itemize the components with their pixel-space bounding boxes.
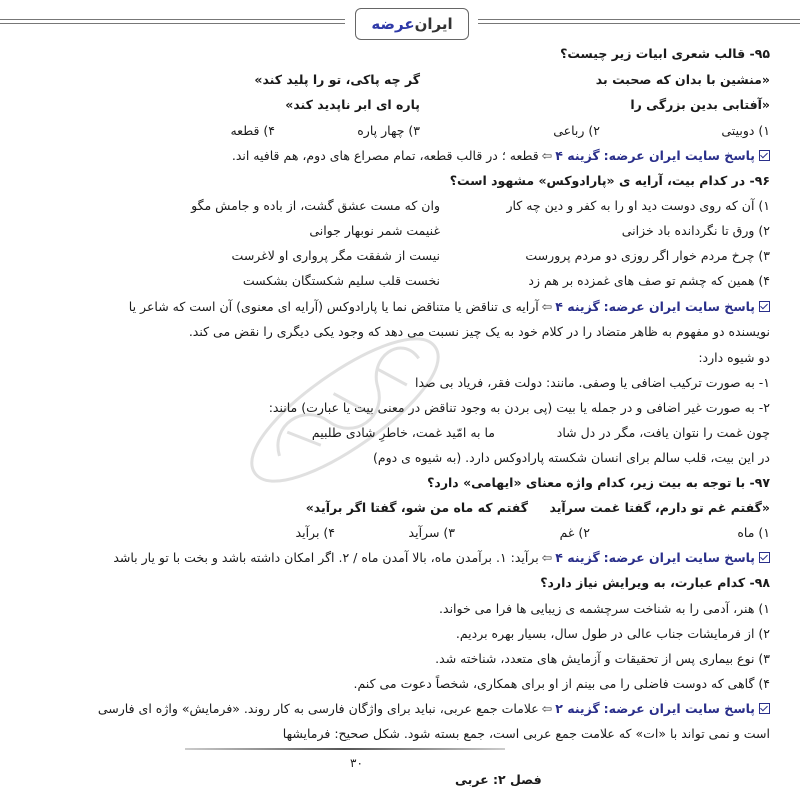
- q96-option-2-second: غنیمت شمر نوبهار جوانی: [309, 223, 440, 238]
- q96-option-2-first: ۲) ورق تا نگردانده باد خزانی: [621, 223, 770, 238]
- q96-option-1-first: ۱) آن که روی دوست دید او را به کفر و دین چه کار: [506, 198, 770, 213]
- answer-label: پاسخ سایت ایران عرضه:: [603, 299, 755, 314]
- checkbox-checked-icon: [759, 150, 770, 161]
- q95-option-2: ۲) رباعی: [553, 123, 600, 138]
- q97-verse-first: «گفتم غم تو دارم، گفتا غمت سرآید: [549, 500, 770, 515]
- header-rule-left: [0, 19, 345, 24]
- answer-choice: گزینه ۴: [555, 550, 600, 565]
- answer-label: پاسخ سایت ایران عرضه:: [603, 148, 755, 163]
- q97-option-2: ۲) غم: [559, 525, 590, 540]
- q96-option-3-second: نیست از شفقت مگر پرواری او لاغرست: [231, 248, 440, 263]
- site-logo: [355, 8, 469, 40]
- answer-choice: گزینه ۴: [555, 299, 600, 314]
- arrow-left-icon: ⇦: [541, 550, 553, 565]
- q95-answer: [20, 147, 770, 165]
- footer-rule: [185, 748, 505, 750]
- q97-answer: [20, 549, 770, 567]
- answer-explanation: علامات جمع عربی، نباید برای واژگان فارسی به کار روند. «فرمایش» واژه ای فارسی: [97, 701, 539, 716]
- logo-text-arzeh: عرضه: [371, 15, 415, 33]
- q96-method-1: ۱- به صورت ترکیب اضافی یا وصفی. مانند: دولت فقر، فریاد بی صدا: [415, 375, 770, 390]
- q98-answer-cont: است و نمی تواند با «ات» که علامت جمع عربی است، جمع بسته شود. شکل صحیح: فرمایشها: [282, 726, 770, 741]
- q96-option-3-first: ۳) چرخ مردم خوار اگر روزی دو مردم پرورست: [525, 248, 770, 263]
- q95-verse1-first: «منشین با بدان که صحبت بد: [595, 72, 770, 87]
- q95-verse1-second: گر چه پاکی، تو را پلید کند»: [254, 72, 420, 87]
- q96-option-4-second: نخست قلب سلیم شکستگان بشکست: [242, 273, 440, 288]
- answer-explanation: برآید: ۱. برآمدن ماه، بالا آمدن ماه / ۲. اگر امکان داشته باشد و بخت با تو یار باشد: [113, 550, 539, 565]
- q96-answer: [20, 298, 770, 316]
- q95-option-3: ۳) چهار پاره: [357, 123, 420, 138]
- q96-method-2: ۲- به صورت غیر اضافی و در جمله یا بیت (پی بردن به وجود تناقض در معنی بیت یا عبارت) مانند:: [268, 400, 770, 415]
- q95-verse2-second: پاره ای ابر ناپدید کند»: [285, 97, 420, 112]
- q98-option-3: ۳) نوع بیماری پس از تحقیقات و آزمایش های متعدد، شناخته شد.: [435, 651, 770, 666]
- q95-option-4: ۴) قطعه: [230, 123, 275, 138]
- logo-text-iran: ایران: [414, 15, 453, 33]
- question-96: ۹۶- در کدام بیت، آرایه ی «پارادوکس» مشهود است؟: [449, 173, 770, 188]
- arrow-left-icon: ⇦: [541, 299, 553, 314]
- q96-option-1-second: وان که مست عشق گشت، از باده و جامش مگو: [191, 198, 440, 213]
- question-95: ۹۵- قالب شعری ابیات زیر چیست؟: [560, 46, 770, 61]
- page-number: ۳۰: [350, 756, 363, 770]
- checkbox-checked-icon: [759, 703, 770, 714]
- q96-example-second: ما به امّید غمت، خاطرِ شادی طلبیم: [311, 425, 495, 440]
- q97-verse-second: گفتم که ماه من شو، گفتا اگر برآید»: [305, 500, 528, 515]
- q96-example-note: در این بیت، قلب سالم برای انسان شکسته پارادوکس دارد. (به شیوه ی دوم): [372, 450, 770, 465]
- checkbox-checked-icon: [759, 552, 770, 563]
- q97-option-1: ۱) ماه: [737, 525, 770, 540]
- q96-answer-cont: نویسنده دو مفهوم به ظاهر متضاد را در کلام خود به یک چیز نسبت می دهد که وجود یکی دیگری را نقض می کند.: [188, 324, 770, 339]
- answer-choice: گزینه ۴: [555, 148, 600, 163]
- answer-explanation: آرایه ی تناقض یا متناقض نما یا پارادوکس (آرایه ای معنوی) آن است که شاعر یا: [128, 299, 539, 314]
- checkbox-checked-icon: [759, 301, 770, 312]
- q96-methods-title: دو شیوه دارد:: [698, 350, 770, 365]
- q98-answer: [20, 700, 770, 718]
- answer-choice: گزینه ۲: [555, 701, 600, 716]
- q96-example-first: چون غمت را نتوان یافت، مگر در دل شاد: [556, 425, 770, 440]
- answer-explanation: قطعه ؛ در قالب قطعه، تمام مصراع های دوم، هم قافیه اند.: [231, 148, 539, 163]
- header-rule-right: [478, 19, 800, 24]
- q98-option-4: ۴) گاهی که دوست فاضلی را می بینم از او برای همکاری، شخصاً دعوت می کنم.: [353, 676, 770, 691]
- q95-option-1: ۱) دوبیتی: [721, 123, 770, 138]
- answer-label: پاسخ سایت ایران عرضه:: [603, 701, 755, 716]
- arrow-left-icon: ⇦: [541, 148, 553, 163]
- arrow-left-icon: ⇦: [541, 701, 553, 716]
- question-97: ۹۷- با توجه به بیت زیر، کدام واژه معنای «ایهامی» دارد؟: [427, 475, 770, 490]
- q97-option-3: ۳) سرآید: [408, 525, 455, 540]
- q96-option-4-first: ۴) همین که چشم تو صف های غمزده بر هم زد: [528, 273, 770, 288]
- q97-option-4: ۴) برآید: [295, 525, 335, 540]
- q98-option-1: ۱) هنر، آدمی را به شناخت سرچشمه ی زیبایی ها فرا می خواند.: [439, 601, 770, 616]
- question-98: ۹۸- کدام عبارت، به ویرایش نیاز دارد؟: [540, 575, 770, 590]
- q98-option-2: ۲) از فرمایشات جناب عالی در طول سال، بسیار بهره بردیم.: [455, 626, 770, 641]
- chapter-title: فصل ۲: عربی: [455, 772, 542, 787]
- answer-label: پاسخ سایت ایران عرضه:: [603, 550, 755, 565]
- q95-verse2-first: «آفتابی بدین بزرگی را: [630, 97, 770, 112]
